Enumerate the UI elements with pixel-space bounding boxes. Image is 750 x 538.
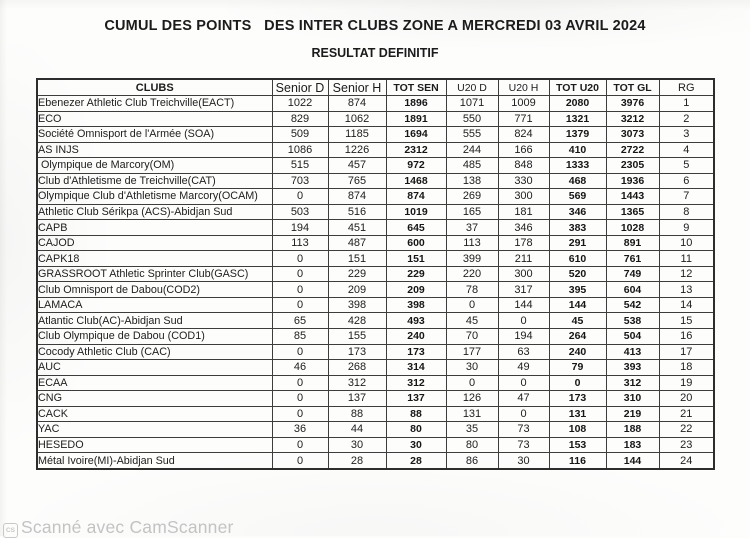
points-cell: 28 [386, 453, 446, 469]
points-cell: 35 [446, 422, 498, 438]
points-cell: 88 [386, 406, 446, 422]
points-cell: 0 [272, 251, 328, 267]
points-cell: 116 [549, 453, 606, 469]
points-cell: 178 [498, 235, 549, 251]
points-cell: 1333 [549, 158, 606, 174]
table-row [37, 142, 714, 158]
points-cell: 604 [606, 282, 659, 298]
table-row [37, 96, 714, 112]
points-cell: 393 [606, 360, 659, 376]
points-cell: 428 [328, 313, 386, 329]
rank-cell: 19 [659, 375, 714, 391]
points-cell: 972 [386, 158, 446, 174]
club-name-cell: CNG [37, 391, 272, 407]
points-cell: 1891 [386, 111, 446, 127]
points-cell: 137 [386, 391, 446, 407]
club-name-cell: AS INJS [37, 142, 272, 158]
rank-cell: 4 [659, 142, 714, 158]
rank-cell: 22 [659, 422, 714, 438]
points-cell: 1365 [606, 204, 659, 220]
points-cell: 80 [386, 422, 446, 438]
points-cell: 108 [549, 422, 606, 438]
rank-cell: 3 [659, 127, 714, 143]
points-cell: 194 [498, 328, 549, 344]
table-row [37, 375, 714, 391]
club-name-cell: ECAA [37, 375, 272, 391]
points-cell: 126 [446, 391, 498, 407]
table-row [37, 406, 714, 422]
points-cell: 503 [272, 204, 328, 220]
rank-cell: 2 [659, 111, 714, 127]
points-cell: 47 [498, 391, 549, 407]
points-cell: 874 [328, 96, 386, 112]
column-header: RG [659, 79, 714, 96]
points-cell: 113 [446, 235, 498, 251]
points-cell: 291 [549, 235, 606, 251]
rank-cell: 24 [659, 453, 714, 469]
points-cell: 317 [498, 282, 549, 298]
table-row [37, 437, 714, 453]
points-cell: 244 [446, 142, 498, 158]
points-cell: 516 [328, 204, 386, 220]
points-cell: 1226 [328, 142, 386, 158]
points-cell: 45 [446, 313, 498, 329]
points-cell: 80 [446, 437, 498, 453]
points-cell: 73 [498, 437, 549, 453]
points-cell: 131 [446, 406, 498, 422]
points-cell: 1896 [386, 96, 446, 112]
points-cell: 113 [272, 235, 328, 251]
points-cell: 173 [386, 344, 446, 360]
points-cell: 538 [606, 313, 659, 329]
points-cell: 3976 [606, 96, 659, 112]
points-cell: 1936 [606, 173, 659, 189]
rank-cell: 9 [659, 220, 714, 236]
column-header: CLUBS [37, 79, 272, 96]
points-cell: 1062 [328, 111, 386, 127]
points-cell: 137 [328, 391, 386, 407]
table-row [37, 282, 714, 298]
table-row [37, 453, 714, 469]
points-cell: 1694 [386, 127, 446, 143]
points-cell: 1086 [272, 142, 328, 158]
points-cell: 264 [549, 328, 606, 344]
points-cell: 63 [498, 344, 549, 360]
points-cell: 138 [446, 173, 498, 189]
points-cell: 749 [606, 266, 659, 282]
points-cell: 183 [606, 437, 659, 453]
points-cell: 493 [386, 313, 446, 329]
club-name-cell: Club Omnisport de Dabou(COD2) [37, 282, 272, 298]
points-cell: 824 [498, 127, 549, 143]
points-cell: 0 [272, 437, 328, 453]
club-name-cell: Société Omnisport de l'Armée (SOA) [37, 127, 272, 143]
table-row [37, 220, 714, 236]
table-row [37, 235, 714, 251]
points-cell: 229 [328, 266, 386, 282]
club-name-cell: CACK [37, 406, 272, 422]
table-row [37, 204, 714, 220]
rank-cell: 17 [659, 344, 714, 360]
points-cell: 65 [272, 313, 328, 329]
column-header: Senior D [272, 79, 328, 96]
rank-cell: 16 [659, 328, 714, 344]
club-name-cell: AUC [37, 360, 272, 376]
points-cell: 194 [272, 220, 328, 236]
rank-cell: 12 [659, 266, 714, 282]
points-cell: 144 [498, 297, 549, 313]
points-cell: 0 [498, 406, 549, 422]
points-cell: 151 [386, 251, 446, 267]
club-name-cell: YAC [37, 422, 272, 438]
points-cell: 0 [272, 344, 328, 360]
points-cell: 312 [606, 375, 659, 391]
points-cell: 144 [549, 297, 606, 313]
table-row [37, 328, 714, 344]
club-name-cell: Olympique Club d'Athletisme Marcory(OCAM) [37, 189, 272, 205]
club-name-cell: CAPK18 [37, 251, 272, 267]
rank-cell: 5 [659, 158, 714, 174]
points-cell: 468 [549, 173, 606, 189]
points-cell: 269 [446, 189, 498, 205]
points-cell: 0 [272, 297, 328, 313]
points-cell: 0 [272, 375, 328, 391]
points-cell: 0 [272, 391, 328, 407]
points-cell: 874 [386, 189, 446, 205]
points-cell: 765 [328, 173, 386, 189]
points-cell: 645 [386, 220, 446, 236]
points-cell: 874 [328, 189, 386, 205]
points-cell: 49 [498, 360, 549, 376]
table-row [37, 189, 714, 205]
table-row [37, 344, 714, 360]
points-cell: 155 [328, 328, 386, 344]
results-table [36, 78, 715, 470]
points-cell: 300 [498, 189, 549, 205]
rank-cell: 15 [659, 313, 714, 329]
points-cell: 485 [446, 158, 498, 174]
table-row [37, 111, 714, 127]
column-header: U20 H [498, 79, 549, 96]
points-cell: 346 [498, 220, 549, 236]
rank-cell: 13 [659, 282, 714, 298]
points-cell: 312 [386, 375, 446, 391]
table-row [37, 360, 714, 376]
points-cell: 28 [328, 453, 386, 469]
points-cell: 451 [328, 220, 386, 236]
points-cell: 37 [446, 220, 498, 236]
points-cell: 85 [272, 328, 328, 344]
points-cell: 36 [272, 422, 328, 438]
points-cell: 1379 [549, 127, 606, 143]
club-name-cell: Cocody Athletic Club (CAC) [37, 344, 272, 360]
points-cell: 515 [272, 158, 328, 174]
table-row [37, 127, 714, 143]
club-name-cell: LAMACA [37, 297, 272, 313]
points-cell: 399 [446, 251, 498, 267]
table-row [37, 266, 714, 282]
points-cell: 0 [272, 453, 328, 469]
points-cell: 1022 [272, 96, 328, 112]
points-cell: 555 [446, 127, 498, 143]
points-cell: 177 [446, 344, 498, 360]
points-cell: 3073 [606, 127, 659, 143]
points-cell: 0 [446, 375, 498, 391]
points-cell: 88 [328, 406, 386, 422]
club-name-cell: HESEDO [37, 437, 272, 453]
points-cell: 504 [606, 328, 659, 344]
club-name-cell: Atlantic Club(AC)-Abidjan Sud [37, 313, 272, 329]
points-cell: 46 [272, 360, 328, 376]
club-name-cell: Ebenezer Athletic Club Treichville(EACT) [37, 96, 272, 112]
points-cell: 1185 [328, 127, 386, 143]
rank-cell: 21 [659, 406, 714, 422]
points-cell: 86 [446, 453, 498, 469]
table-row [37, 158, 714, 174]
document-subtitle: RESULTAT DEFINITIF [0, 46, 750, 60]
table-header-row [37, 79, 714, 96]
points-cell: 703 [272, 173, 328, 189]
points-cell: 398 [328, 297, 386, 313]
camscanner-icon: CS [3, 523, 18, 538]
points-cell: 2305 [606, 158, 659, 174]
points-cell: 310 [606, 391, 659, 407]
rank-cell: 8 [659, 204, 714, 220]
watermark-text: Scanné avec CamScanner [21, 517, 234, 538]
column-header: Senior H [328, 79, 386, 96]
points-cell: 413 [606, 344, 659, 360]
points-cell: 891 [606, 235, 659, 251]
points-cell: 153 [549, 437, 606, 453]
club-name-cell: CAJOD [37, 235, 272, 251]
points-cell: 520 [549, 266, 606, 282]
points-cell: 44 [328, 422, 386, 438]
rank-cell: 11 [659, 251, 714, 267]
points-cell: 30 [498, 453, 549, 469]
points-cell: 1009 [498, 96, 549, 112]
points-cell: 569 [549, 189, 606, 205]
points-cell: 0 [272, 189, 328, 205]
points-cell: 1468 [386, 173, 446, 189]
points-cell: 188 [606, 422, 659, 438]
club-name-cell: Métal Ivoire(MI)-Abidjan Sud [37, 453, 272, 469]
points-cell: 330 [498, 173, 549, 189]
points-cell: 30 [328, 437, 386, 453]
points-cell: 131 [549, 406, 606, 422]
points-cell: 240 [549, 344, 606, 360]
rank-cell: 23 [659, 437, 714, 453]
points-cell: 346 [549, 204, 606, 220]
points-cell: 229 [386, 266, 446, 282]
points-cell: 219 [606, 406, 659, 422]
points-cell: 1071 [446, 96, 498, 112]
rank-cell: 20 [659, 391, 714, 407]
points-cell: 220 [446, 266, 498, 282]
points-cell: 300 [498, 266, 549, 282]
column-header: TOT SEN [386, 79, 446, 96]
points-cell: 0 [272, 406, 328, 422]
points-cell: 1019 [386, 204, 446, 220]
points-cell: 2312 [386, 142, 446, 158]
camscanner-watermark [3, 517, 234, 538]
column-header: TOT U20 [549, 79, 606, 96]
rank-cell: 10 [659, 235, 714, 251]
club-name-cell: ECO [37, 111, 272, 127]
points-cell: 209 [386, 282, 446, 298]
table-body [37, 96, 714, 470]
points-cell: 829 [272, 111, 328, 127]
points-cell: 0 [272, 282, 328, 298]
points-cell: 542 [606, 297, 659, 313]
points-cell: 151 [328, 251, 386, 267]
points-cell: 211 [498, 251, 549, 267]
points-cell: 398 [386, 297, 446, 313]
table-row [37, 391, 714, 407]
rank-cell: 1 [659, 96, 714, 112]
points-cell: 600 [386, 235, 446, 251]
club-name-cell: CAPB [37, 220, 272, 236]
club-name-cell: Club d'Athletisme de Treichville(CAT) [37, 173, 272, 189]
points-cell: 79 [549, 360, 606, 376]
points-cell: 0 [498, 375, 549, 391]
points-cell: 73 [498, 422, 549, 438]
points-cell: 1443 [606, 189, 659, 205]
table-row [37, 173, 714, 189]
points-cell: 181 [498, 204, 549, 220]
points-cell: 383 [549, 220, 606, 236]
points-cell: 2080 [549, 96, 606, 112]
points-cell: 144 [606, 453, 659, 469]
table-row [37, 251, 714, 267]
table-row [37, 313, 714, 329]
points-cell: 410 [549, 142, 606, 158]
points-cell: 78 [446, 282, 498, 298]
points-cell: 395 [549, 282, 606, 298]
club-name-cell: Club Olympique de Dabou (COD1) [37, 328, 272, 344]
points-cell: 457 [328, 158, 386, 174]
points-cell: 240 [386, 328, 446, 344]
points-cell: 312 [328, 375, 386, 391]
points-cell: 0 [446, 297, 498, 313]
points-cell: 1321 [549, 111, 606, 127]
points-cell: 761 [606, 251, 659, 267]
points-cell: 0 [272, 266, 328, 282]
points-cell: 209 [328, 282, 386, 298]
points-cell: 45 [549, 313, 606, 329]
points-cell: 1028 [606, 220, 659, 236]
points-cell: 173 [328, 344, 386, 360]
points-cell: 487 [328, 235, 386, 251]
club-name-cell: Athletic Club Sérikpa (ACS)-Abidjan Sud [37, 204, 272, 220]
points-cell: 3212 [606, 111, 659, 127]
points-cell: 550 [446, 111, 498, 127]
club-name-cell: GRASSROOT Athletic Sprinter Club(GASC) [37, 266, 272, 282]
points-cell: 30 [446, 360, 498, 376]
points-cell: 166 [498, 142, 549, 158]
points-cell: 0 [549, 375, 606, 391]
points-cell: 165 [446, 204, 498, 220]
rank-cell: 7 [659, 189, 714, 205]
rank-cell: 14 [659, 297, 714, 313]
points-cell: 509 [272, 127, 328, 143]
points-cell: 70 [446, 328, 498, 344]
table-row [37, 422, 714, 438]
points-cell: 771 [498, 111, 549, 127]
rank-cell: 6 [659, 173, 714, 189]
points-cell: 848 [498, 158, 549, 174]
table-row [37, 297, 714, 313]
points-cell: 314 [386, 360, 446, 376]
points-cell: 610 [549, 251, 606, 267]
rank-cell: 18 [659, 360, 714, 376]
document-title: CUMUL DES POINTS DES INTER CLUBS ZONE A MERCREDI 03 AVRIL 2024 [0, 18, 750, 34]
column-header: U20 D [446, 79, 498, 96]
points-cell: 173 [549, 391, 606, 407]
club-name-cell: Olympique de Marcory(OM) [37, 158, 272, 174]
points-cell: 2722 [606, 142, 659, 158]
points-cell: 268 [328, 360, 386, 376]
points-cell: 30 [386, 437, 446, 453]
points-cell: 0 [498, 313, 549, 329]
column-header: TOT GL [606, 79, 659, 96]
